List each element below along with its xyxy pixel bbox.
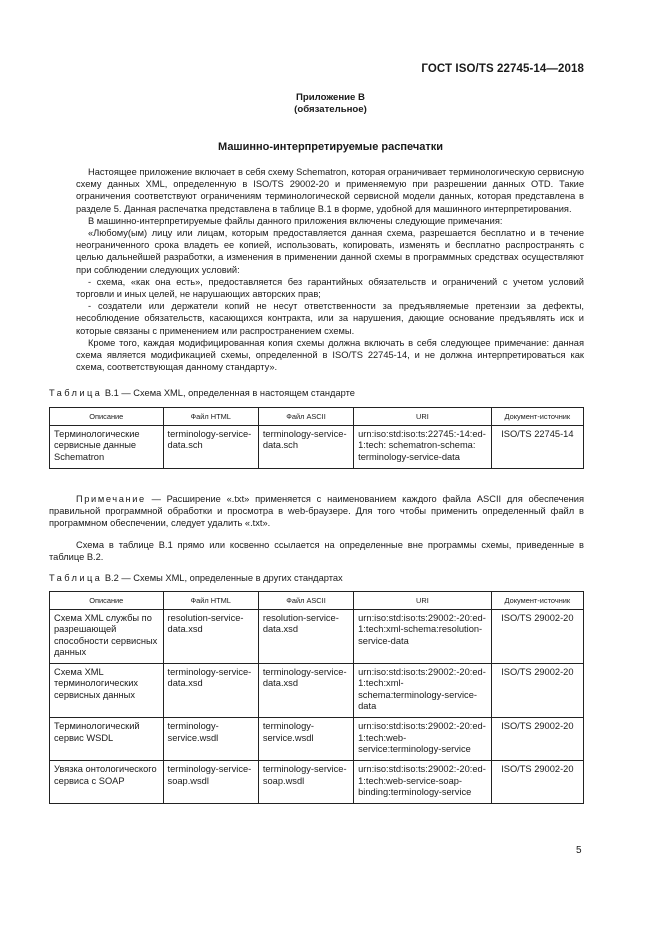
note-text: — Расширение «.txt» применяется с наименованием каждого файла ASCII для обеспечения правильной программной обработки и просмотра в web-браузере. Для того чтобы применить определенный файл в программном обеспечении, следует удалить «.txt». bbox=[49, 494, 584, 529]
table-cell: ISO/TS 29002-20 bbox=[491, 664, 583, 718]
column-header: Документ-источник bbox=[491, 408, 583, 426]
table-cell: terminology-service-soap.wsdl bbox=[163, 761, 258, 804]
annex-title: Машинно-интерпретируемые распечатки bbox=[218, 141, 443, 153]
table-cell: urn:iso:std:iso:ts:29002:-20:ed-1:tech:xml-schema:resolution-service-data bbox=[354, 610, 492, 664]
table2-caption-text: В.2 — Схемы XML, определенные в других стандартах bbox=[104, 573, 343, 583]
column-header: URI bbox=[354, 408, 492, 426]
paragraph: В машинно-интерпретируемые файлы данного приложения включены следующие примечания: bbox=[88, 215, 503, 226]
table-cell: urn:iso:std:iso:ts:22745:-14:ed-1:tech: schematron-schema: terminology-service-data bbox=[354, 426, 492, 469]
table2-caption-label: Таблица bbox=[49, 573, 103, 583]
table-cell: terminology-service-data.xsd bbox=[163, 664, 258, 718]
annex-status: (обязательное) bbox=[294, 104, 367, 115]
annex-body bbox=[76, 166, 584, 373]
paragraph: Настоящее приложение включает в себя схему Schematron, которая ограничивает терминологическую сервисную схему данных XML, определенную в ISO/TS 29002-20 и применяемую при разрешении данных OTD. Такие ограничения соответствуют ограничениям терминологической сервисной модели данных, которая представлена в разделе 5. Данная распечатка представлена в таблице В.1 в форме, удобной для машинного интерпретирования. bbox=[76, 167, 584, 214]
table1-caption bbox=[49, 388, 355, 398]
table-row bbox=[50, 664, 584, 718]
document-id: ГОСТ ISO/TS 22745-14—2018 bbox=[421, 63, 584, 75]
table1-caption-text: В.1 — Схема XML, определенная в настоящем стандарте bbox=[104, 388, 355, 398]
table-cell: terminology-service.wsdl bbox=[258, 718, 353, 761]
table-cell: ISO/TS 22745-14 bbox=[491, 426, 583, 469]
table-cell: urn:iso:std:iso:ts:29002:-20:ed-1:tech:xml-schema:terminology-service-data bbox=[354, 664, 492, 718]
table-cell: Увязка онтологического сервиса с SOAP bbox=[50, 761, 164, 804]
table-header-row bbox=[50, 408, 584, 426]
column-header: Файл ASCII bbox=[258, 592, 353, 610]
note-label: Примечание bbox=[76, 494, 146, 504]
column-header: Описание bbox=[50, 408, 164, 426]
table-header-row bbox=[50, 592, 584, 610]
table-cell: terminology-service.wsdl bbox=[163, 718, 258, 761]
column-header: Описание bbox=[50, 592, 164, 610]
paragraph: «Любому(ым) лицу или лицам, которым предоставляется данная схема, разрешается бесплатно и в течение неограниченного срока владеть ее копией, использовать, копировать, изменять и бесплатно распространять с целью дальнейшей разработки, а изменения в применении данной схемы в программных средствах осуществляют при соблюдении следующих условий: bbox=[76, 228, 584, 275]
column-header: Файл HTML bbox=[163, 408, 258, 426]
table-cell: resolution-service-data.xsd bbox=[258, 610, 353, 664]
table-cell: Терминологические сервисные данные Schematron bbox=[50, 426, 164, 469]
paragraph: Схема в таблице В.1 прямо или косвенно ссылается на определенные вне программы схемы, приведенные в таблице В.2. bbox=[49, 539, 584, 562]
table1 bbox=[49, 407, 584, 469]
table-cell: terminology-service-data.xsd bbox=[258, 664, 353, 718]
table-row bbox=[50, 610, 584, 664]
table-cell: terminology-service-data.sch bbox=[258, 426, 353, 469]
table-cell: ISO/TS 29002-20 bbox=[491, 718, 583, 761]
table-cell: ISO/TS 29002-20 bbox=[491, 610, 583, 664]
table-cell: ISO/TS 29002-20 bbox=[491, 761, 583, 804]
table-cell: terminology-service-data.sch bbox=[163, 426, 258, 469]
table-cell: Схема XML службы по разрешающей способности сервисных данных bbox=[50, 610, 164, 664]
paragraph: - схема, «как она есть», предоставляется без гарантийных обязательств и ограничений с учетом условий торговли и иных целей, не нарушающих авторских прав; bbox=[76, 276, 584, 300]
note-paragraph bbox=[49, 493, 584, 530]
paragraph: Кроме того, каждая модифицированная копия схемы должна включать в себя следующее примечание: данная схема является модификацией схемы, определенной в ISO/TS 22745-14, и не должна интерпретироваться как схема, соответствующая данному стандарту». bbox=[76, 337, 584, 373]
table-cell: Схема XML терминологических сервисных данных bbox=[50, 664, 164, 718]
column-header: Файл HTML bbox=[163, 592, 258, 610]
table-cell: resolution-service-data.xsd bbox=[163, 610, 258, 664]
column-header: Документ-источник bbox=[491, 592, 583, 610]
table-row bbox=[50, 761, 584, 804]
table1-caption-label: Таблица bbox=[49, 388, 103, 398]
annex-label: Приложение В bbox=[296, 92, 365, 103]
table-cell: terminology-service-soap.wsdl bbox=[258, 761, 353, 804]
note-section bbox=[49, 493, 584, 572]
table2 bbox=[49, 591, 584, 804]
paragraph: - создатели или держатели копий не несут ответственности за предъявляемые претензии за дефекты, несоблюдение обязательств, касающихся контракта, или за нарушения, дающие основание предъявлять иск и которые связаны с применением или распространением схемы. bbox=[76, 301, 584, 336]
table-row bbox=[50, 426, 584, 469]
table-row bbox=[50, 718, 584, 761]
column-header: URI bbox=[354, 592, 492, 610]
table-cell: urn:iso:std:iso:ts:29002:-20:ed-1:tech:web-service:terminology-service bbox=[354, 718, 492, 761]
table2-caption bbox=[49, 573, 343, 583]
table-cell: urn:iso:std:iso:ts:29002:-20:ed-1:tech:web-service-soap-binding:terminology-service bbox=[354, 761, 492, 804]
column-header: Файл ASCII bbox=[258, 408, 353, 426]
page-number: 5 bbox=[576, 845, 582, 856]
table-cell: Терминологический сервис WSDL bbox=[50, 718, 164, 761]
